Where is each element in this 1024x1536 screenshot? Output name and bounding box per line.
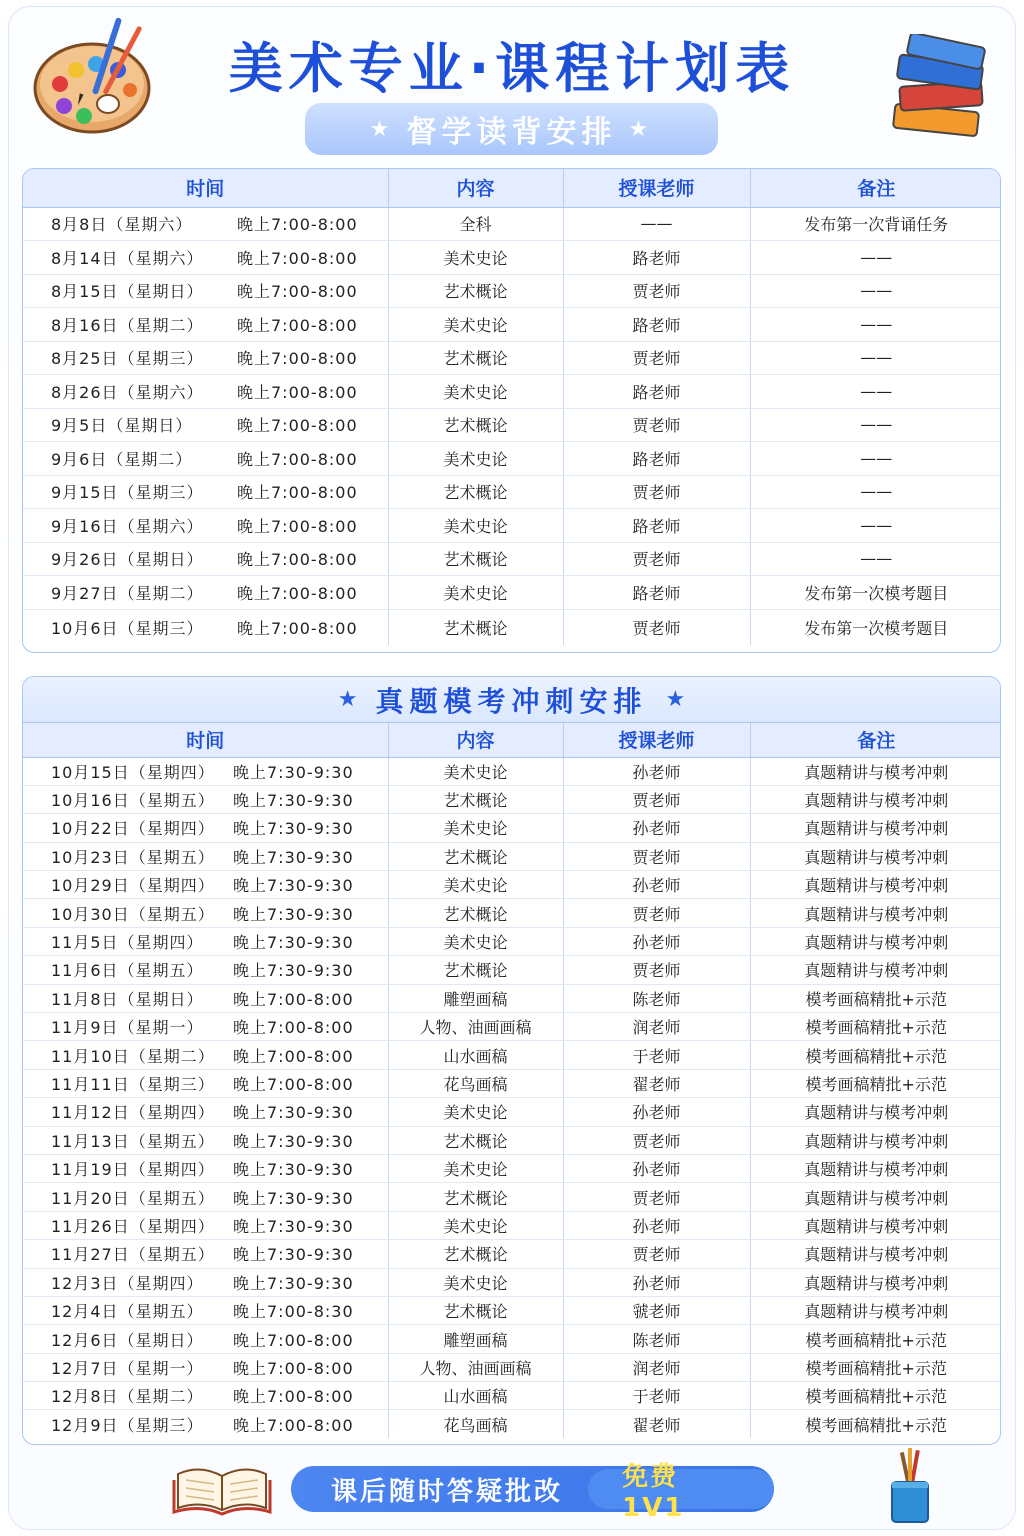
note-cell: 真题精讲与模考冲刺 — [750, 871, 1001, 899]
content-cell: 艺术概论 — [388, 542, 563, 576]
note-cell: 发布第一次模考题目 — [804, 618, 949, 638]
time-text: 晚上7:30-9:30 — [233, 961, 354, 981]
date-text: 8月15日（星期日） — [51, 282, 204, 302]
table-row — [23, 1069, 1001, 1097]
table-row — [23, 341, 1001, 375]
star-icon: ★ — [337, 687, 358, 712]
date-text: 9月16日（星期六） — [51, 516, 204, 536]
date-text: 11月19日（星期四） — [51, 1160, 215, 1180]
star-icon: ★ — [369, 116, 395, 142]
footer-free-badge: 免费1V1 — [588, 1469, 774, 1509]
content-cell: 美术史论 — [388, 814, 563, 842]
content-cell: 美术史论 — [388, 927, 563, 955]
time-text: 晚上7:00-8:00 — [233, 1046, 354, 1066]
page-title: 美术专业·课程计划表 — [228, 37, 796, 100]
table-row — [23, 1268, 1001, 1296]
content-cell: 艺术概论 — [388, 842, 563, 870]
content-cell: 山水画稿 — [388, 1041, 563, 1069]
content-cell: 艺术概论 — [388, 899, 563, 927]
time-cell — [23, 1126, 388, 1154]
time-text: 晚上7:30-9:30 — [233, 1245, 354, 1265]
table-row — [23, 899, 1001, 927]
teacher-cell: 贾老师 — [563, 274, 750, 308]
table-header-row — [23, 723, 1001, 757]
content-cell: 山水画稿 — [388, 1382, 563, 1410]
time-cell — [23, 207, 388, 241]
time-cell — [23, 1268, 388, 1296]
time-cell — [23, 842, 388, 870]
teacher-cell: —— — [563, 207, 750, 241]
time-cell — [23, 1382, 388, 1410]
time-text: 晚上7:30-9:30 — [233, 1103, 354, 1123]
time-cell — [23, 1183, 388, 1211]
note-cell: 真题精讲与模考冲刺 — [750, 927, 1001, 955]
table-row — [23, 1296, 1001, 1324]
footer-left-text: 课后随时答疑批改 — [331, 1476, 564, 1507]
brush-cup-icon — [884, 1448, 936, 1524]
time-text: 晚上7:00-8:00 — [237, 516, 358, 536]
table-row — [23, 576, 1001, 610]
time-cell — [23, 475, 388, 509]
note-cell: 模考画稿精批+示范 — [750, 1069, 1001, 1097]
teacher-cell: 润老师 — [563, 1353, 750, 1381]
time-cell — [23, 1410, 388, 1438]
date-text: 10月16日（星期五） — [51, 791, 215, 811]
teacher-cell: 孙老师 — [563, 1211, 750, 1239]
time-text: 晚上7:00-8:00 — [233, 1358, 354, 1378]
time-text: 晚上7:30-9:30 — [233, 1160, 354, 1180]
date-text: 11月6日（星期五） — [51, 961, 204, 981]
time-cell — [23, 408, 388, 442]
time-cell — [23, 956, 388, 984]
content-cell: 美术史论 — [388, 308, 563, 342]
teacher-cell: 孙老师 — [563, 1268, 750, 1296]
time-text: 晚上7:30-9:30 — [233, 762, 354, 782]
teacher-cell: 贾老师 — [563, 542, 750, 576]
time-text: 晚上7:30-9:30 — [233, 1131, 354, 1151]
content-cell: 艺术概论 — [388, 341, 563, 375]
teacher-cell: 贾老师 — [563, 899, 750, 927]
date-text: 10月23日（星期五） — [51, 847, 215, 867]
teacher-cell: 贾老师 — [563, 408, 750, 442]
content-cell: 美术史论 — [388, 442, 563, 476]
teacher-cell: 孙老师 — [563, 927, 750, 955]
time-cell — [23, 1353, 388, 1381]
time-cell — [23, 1211, 388, 1239]
note-cell: —— — [750, 241, 1001, 275]
date-text: 10月30日（星期五） — [51, 904, 215, 924]
time-cell — [23, 757, 388, 785]
table-row — [23, 1353, 1001, 1381]
note-cell: 真题精讲与模考冲刺 — [750, 842, 1001, 870]
date-text: 12月6日（星期日） — [51, 1330, 204, 1350]
content-cell: 花鸟画稿 — [388, 1410, 563, 1438]
time-cell — [23, 1013, 388, 1041]
note-cell: 模考画稿精批+示范 — [750, 1353, 1001, 1381]
teacher-cell: 孙老师 — [563, 757, 750, 785]
date-text: 11月11日（星期三） — [51, 1074, 215, 1094]
open-book-icon — [172, 1458, 272, 1518]
content-cell: 美术史论 — [388, 1154, 563, 1182]
teacher-cell: 贾老师 — [563, 1126, 750, 1154]
content-cell: 美术史论 — [388, 757, 563, 785]
time-cell — [23, 1069, 388, 1097]
note-cell: 模考画稿精批+示范 — [750, 1041, 1001, 1069]
date-text: 11月20日（星期五） — [51, 1188, 215, 1208]
table-row — [23, 375, 1001, 409]
time-text: 晚上7:00-8:00 — [237, 315, 358, 335]
teacher-cell: 孙老师 — [563, 1098, 750, 1126]
teacher-cell: 路老师 — [563, 442, 750, 476]
date-text: 10月22日（星期四） — [51, 819, 215, 839]
table-row — [23, 1154, 1001, 1182]
table-row — [23, 542, 1001, 576]
time-cell — [23, 375, 388, 409]
time-text: 晚上7:00-8:00 — [237, 416, 358, 436]
time-text: 晚上7:00-8:00 — [233, 1415, 354, 1435]
content-cell: 雕塑画稿 — [388, 1325, 563, 1353]
column-header: 内容 — [388, 723, 563, 757]
note-cell: 模考画稿精批+示范 — [750, 1013, 1001, 1041]
content-cell: 艺术概论 — [388, 956, 563, 984]
table-row — [23, 274, 1001, 308]
time-cell — [23, 785, 388, 813]
time-text: 晚上7:30-9:30 — [233, 1188, 354, 1208]
time-text: 晚上7:00-8:00 — [233, 1074, 354, 1094]
note-cell: —— — [750, 274, 1001, 308]
time-cell — [23, 274, 388, 308]
content-cell: 雕塑画稿 — [388, 984, 563, 1012]
star-icon: ★ — [628, 116, 654, 142]
note-cell: 真题精讲与模考冲刺 — [750, 1296, 1001, 1324]
content-cell: 人物、油画画稿 — [388, 1353, 563, 1381]
column-header: 备注 — [750, 169, 1001, 207]
time-cell — [23, 1154, 388, 1182]
content-cell: 艺术概论 — [388, 1183, 563, 1211]
date-text: 10月29日（星期四） — [51, 876, 215, 896]
note-cell: 真题精讲与模考冲刺 — [750, 1183, 1001, 1211]
time-text: 晚上7:00-8:00 — [237, 618, 358, 638]
content-cell: 美术史论 — [388, 241, 563, 275]
date-text: 11月10日（星期二） — [51, 1046, 215, 1066]
note-cell: 真题精讲与模考冲刺 — [750, 1126, 1001, 1154]
teacher-cell: 润老师 — [563, 1013, 750, 1041]
table-row — [23, 984, 1001, 1012]
note-cell: 真题精讲与模考冲刺 — [750, 956, 1001, 984]
date-text: 8月8日（星期六） — [51, 215, 193, 235]
teacher-cell: 贾老师 — [563, 785, 750, 813]
content-cell: 全科 — [388, 207, 563, 241]
date-text: 8月25日（星期三） — [51, 349, 204, 369]
column-header: 时间 — [23, 169, 388, 207]
time-text: 晚上7:00-8:00 — [237, 248, 358, 268]
table-row — [23, 1240, 1001, 1268]
column-header: 内容 — [388, 169, 563, 207]
teacher-cell: 路老师 — [563, 241, 750, 275]
teacher-cell: 孙老师 — [563, 814, 750, 842]
column-header: 备注 — [750, 723, 1001, 757]
note-cell: 真题精讲与模考冲刺 — [750, 785, 1001, 813]
note-cell: 发布第一次模考题目 — [750, 576, 1001, 610]
teacher-cell: 贾老师 — [563, 609, 750, 645]
date-text: 9月26日（星期日） — [51, 550, 204, 570]
time-text: 晚上7:30-9:30 — [233, 1216, 354, 1236]
table-row — [23, 1013, 1001, 1041]
section-title: 真题模考冲刺安排 — [375, 684, 648, 718]
teacher-cell: 路老师 — [563, 576, 750, 610]
note-cell: —— — [750, 308, 1001, 342]
table-row — [23, 1126, 1001, 1154]
table-row — [23, 1211, 1001, 1239]
time-cell — [23, 984, 388, 1012]
note-cell: 真题精讲与模考冲刺 — [750, 1154, 1001, 1182]
date-text: 9月27日（星期二） — [51, 583, 204, 603]
date-text: 9月5日（星期日） — [51, 416, 193, 436]
content-cell: 艺术概论 — [388, 274, 563, 308]
note-cell: —— — [750, 341, 1001, 375]
teacher-cell: 贾老师 — [563, 1240, 750, 1268]
table-row — [23, 1382, 1001, 1410]
teacher-cell: 翟老师 — [563, 1069, 750, 1097]
table-header-row — [23, 169, 1001, 207]
table-row — [23, 609, 1001, 645]
star-icon: ★ — [665, 687, 686, 712]
note-cell: 真题精讲与模考冲刺 — [750, 1240, 1001, 1268]
date-text: 11月5日（星期四） — [51, 933, 204, 953]
teacher-cell: 孙老师 — [563, 1154, 750, 1182]
teacher-cell: 于老师 — [563, 1382, 750, 1410]
time-cell — [23, 1098, 388, 1126]
content-cell: 花鸟画稿 — [388, 1069, 563, 1097]
time-text: 晚上7:30-9:30 — [233, 847, 354, 867]
time-text: 晚上7:00-8:30 — [233, 1302, 354, 1322]
content-cell: 艺术概论 — [388, 1126, 563, 1154]
table-row — [23, 1325, 1001, 1353]
note-cell: 模考画稿精批+示范 — [750, 1382, 1001, 1410]
content-cell: 艺术概论 — [388, 408, 563, 442]
footer-banner — [291, 1461, 774, 1523]
time-text: 晚上7:30-9:30 — [233, 791, 354, 811]
time-text: 晚上7:00-8:00 — [233, 989, 354, 1009]
table-row — [23, 509, 1001, 543]
note-cell: —— — [750, 375, 1001, 409]
table-row — [23, 814, 1001, 842]
table-row — [23, 1183, 1001, 1211]
date-text: 12月3日（星期四） — [51, 1273, 204, 1293]
date-text: 12月9日（星期三） — [51, 1415, 204, 1435]
date-text: 11月27日（星期五） — [51, 1245, 215, 1265]
date-text: 10月6日（星期三） — [51, 618, 204, 638]
section-header — [23, 677, 1000, 723]
time-text: 晚上7:30-9:30 — [233, 876, 354, 896]
date-text: 12月7日（星期一） — [51, 1358, 204, 1378]
table-row — [23, 842, 1001, 870]
time-cell — [23, 308, 388, 342]
date-text: 11月8日（星期日） — [51, 989, 204, 1009]
date-text: 12月8日（星期二） — [51, 1387, 204, 1407]
content-cell: 艺术概论 — [388, 1296, 563, 1324]
content-cell: 美术史论 — [388, 509, 563, 543]
time-text: 晚上7:00-8:00 — [237, 382, 358, 402]
date-text: 11月13日（星期五） — [51, 1131, 215, 1151]
time-cell — [23, 927, 388, 955]
date-text: 8月26日（星期六） — [51, 382, 204, 402]
note-cell: —— — [750, 509, 1001, 543]
time-text: 晚上7:00-8:00 — [233, 1387, 354, 1407]
table-row — [23, 785, 1001, 813]
content-cell: 美术史论 — [388, 871, 563, 899]
teacher-cell: 翟老师 — [563, 1410, 750, 1438]
table-row — [23, 207, 1001, 241]
teacher-cell: 贾老师 — [563, 1183, 750, 1211]
study-schedule-table — [22, 168, 1001, 653]
table-row — [23, 871, 1001, 899]
date-text: 11月9日（星期一） — [51, 1018, 204, 1038]
column-header: 时间 — [23, 723, 388, 757]
date-text: 11月12日（星期四） — [51, 1103, 215, 1123]
table-row — [23, 927, 1001, 955]
content-cell: 美术史论 — [388, 1268, 563, 1296]
teacher-cell: 路老师 — [563, 375, 750, 409]
note-cell: 真题精讲与模考冲刺 — [750, 1098, 1001, 1126]
note-cell: —— — [750, 442, 1001, 476]
table-row — [23, 1098, 1001, 1126]
time-text: 晚上7:00-8:00 — [237, 483, 358, 503]
time-cell — [23, 509, 388, 543]
note-cell: —— — [750, 408, 1001, 442]
content-cell: 美术史论 — [388, 1211, 563, 1239]
note-cell: 模考画稿精批+示范 — [750, 984, 1001, 1012]
time-text: 晚上7:00-8:00 — [237, 449, 358, 469]
teacher-cell: 于老师 — [563, 1041, 750, 1069]
teacher-cell: 贾老师 — [563, 475, 750, 509]
content-cell: 艺术概论 — [388, 1240, 563, 1268]
teacher-cell: 陈老师 — [563, 1325, 750, 1353]
time-cell — [23, 341, 388, 375]
content-cell: 艺术概论 — [388, 785, 563, 813]
teacher-cell: 虢老师 — [563, 1296, 750, 1324]
teacher-cell: 路老师 — [563, 308, 750, 342]
note-cell: 真题精讲与模考冲刺 — [750, 899, 1001, 927]
content-cell: 美术史论 — [388, 576, 563, 610]
time-cell — [23, 814, 388, 842]
teacher-cell: 贾老师 — [563, 341, 750, 375]
content-cell: 艺术概论 — [388, 609, 563, 645]
time-cell — [23, 576, 388, 610]
date-text: 11月26日（星期四） — [51, 1216, 215, 1236]
note-cell: 模考画稿精批+示范 — [750, 1325, 1001, 1353]
time-cell — [23, 1240, 388, 1268]
subtitle-text: 督学读背安排 — [406, 115, 617, 150]
time-cell — [23, 1041, 388, 1069]
date-text: 8月16日（星期二） — [51, 315, 204, 335]
time-text: 晚上7:00-8:00 — [237, 349, 358, 369]
note-cell: 真题精讲与模考冲刺 — [750, 814, 1001, 842]
time-cell — [23, 899, 388, 927]
time-text: 晚上7:30-9:30 — [233, 933, 354, 953]
time-cell — [23, 609, 388, 645]
table-row — [23, 442, 1001, 476]
time-text: 晚上7:00-8:00 — [233, 1330, 354, 1350]
time-cell — [23, 241, 388, 275]
time-cell — [23, 1296, 388, 1324]
column-header: 授课老师 — [563, 169, 750, 207]
column-header: 授课老师 — [563, 723, 750, 757]
time-cell — [23, 1325, 388, 1353]
time-cell — [23, 542, 388, 576]
content-cell: 美术史论 — [388, 1098, 563, 1126]
date-text: 9月15日（星期三） — [51, 483, 204, 503]
table-row — [23, 308, 1001, 342]
table-row — [23, 475, 1001, 509]
date-text: 8月14日（星期六） — [51, 248, 204, 268]
time-text: 晚上7:30-9:30 — [233, 819, 354, 839]
time-text: 晚上7:00-8:00 — [237, 215, 358, 235]
time-cell — [23, 871, 388, 899]
subtitle-banner — [305, 103, 718, 155]
date-text: 9月6日（星期二） — [51, 449, 193, 469]
content-cell: 艺术概论 — [388, 475, 563, 509]
content-cell: 人物、油画画稿 — [388, 1013, 563, 1041]
note-cell: —— — [750, 542, 1001, 576]
note-cell: 真题精讲与模考冲刺 — [750, 1268, 1001, 1296]
table-row — [23, 956, 1001, 984]
time-text: 晚上7:00-8:00 — [237, 583, 358, 603]
date-text: 10月15日（星期四） — [51, 762, 215, 782]
table-row — [23, 1041, 1001, 1069]
note-cell: —— — [750, 475, 1001, 509]
table-row — [23, 408, 1001, 442]
time-text: 晚上7:00-8:00 — [233, 1018, 354, 1038]
time-text: 晚上7:30-9:30 — [233, 1273, 354, 1293]
table-row — [23, 241, 1001, 275]
teacher-cell: 孙老师 — [563, 871, 750, 899]
time-text: 晚上7:00-8:00 — [237, 550, 358, 570]
teacher-cell: 路老师 — [563, 509, 750, 543]
teacher-cell: 贾老师 — [563, 956, 750, 984]
time-text: 晚上7:00-8:00 — [237, 282, 358, 302]
teacher-cell: 贾老师 — [563, 842, 750, 870]
exam-sprint-table — [22, 676, 1001, 1445]
time-cell — [23, 442, 388, 476]
teacher-cell: 陈老师 — [563, 984, 750, 1012]
note-cell: 真题精讲与模考冲刺 — [750, 1211, 1001, 1239]
table-row — [23, 757, 1001, 785]
table-row — [23, 1410, 1001, 1438]
note-cell: 模考画稿精批+示范 — [805, 1415, 947, 1435]
date-text: 12月4日（星期五） — [51, 1302, 204, 1322]
content-cell: 美术史论 — [388, 375, 563, 409]
time-text: 晚上7:30-9:30 — [233, 904, 354, 924]
note-cell: 真题精讲与模考冲刺 — [750, 757, 1001, 785]
note-cell: 发布第一次背诵任务 — [750, 207, 1001, 241]
